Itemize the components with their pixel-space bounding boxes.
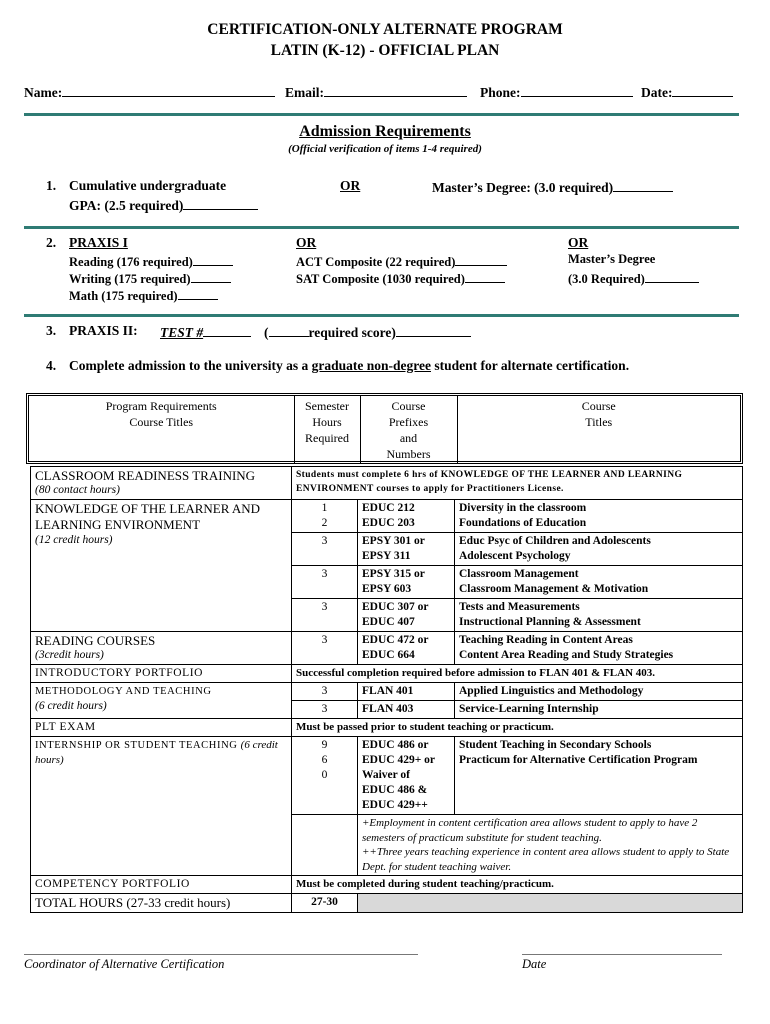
divider-1 [24, 113, 739, 116]
item2-math: Math (175 required) [69, 286, 218, 304]
internship-spacer [292, 815, 358, 876]
item2-reading: Reading (176 required) [69, 252, 233, 270]
email-label: Email: [285, 85, 324, 100]
reading-cell [31, 632, 292, 665]
coordinator-label: Coordinator of Alternative Certification [24, 957, 225, 971]
total-fill [358, 894, 743, 913]
item2-masters-a: Master’s Degree [568, 252, 656, 266]
plt-note: Must be passed prior to student teaching or practicum. [292, 719, 743, 737]
date-sig-label: Date [522, 957, 547, 971]
reading-prefix: EDUC 472 or EDUC 664 [358, 632, 455, 665]
gpa-blank[interactable] [183, 196, 258, 210]
item3-score: ( required score) [264, 323, 471, 341]
knowledge-hours-3: 3 [292, 566, 358, 599]
plt-exam: PLT EXAM [31, 719, 292, 737]
admission-heading: Admission Requirements [299, 123, 471, 140]
divider-3 [24, 314, 739, 317]
internship-course: Student Teaching in Secondary Schools Practicum for Alternative Certification Program [455, 737, 743, 815]
methodology-prefix-2: FLAN 403 [358, 701, 455, 719]
methodology-cell [31, 683, 292, 719]
name-label: Name: [24, 85, 63, 100]
act-blank[interactable] [455, 252, 507, 266]
competency-note: Must be completed during student teaching/practicum. [292, 876, 743, 894]
item2-writing: Writing (175 required) [69, 269, 231, 287]
name-field[interactable] [24, 83, 275, 101]
knowledge-hours-4: 3 [292, 599, 358, 632]
email-field[interactable] [285, 83, 467, 101]
item4-text: Complete admission to the university as a graduate non-degree student for alternate certification. [69, 358, 630, 373]
sat-blank[interactable] [465, 269, 505, 283]
item1-masters: Master’s Degree: (3.0 required) [432, 178, 673, 196]
email-blank[interactable] [324, 83, 467, 97]
internship-hours: 9 6 0 [292, 737, 358, 815]
knowledge-hours-2: 3 [292, 533, 358, 566]
footnote-1: +Employment in content certification area allows student to apply to have 2 semesters of practicum substitute for student teaching. [362, 817, 698, 844]
reading-course: Teaching Reading in Content Areas Content Area Reading and Study Strategies [455, 632, 743, 665]
name-blank[interactable] [62, 83, 275, 97]
date-field[interactable] [641, 83, 733, 101]
knowledge-prefix-4: EDUC 307 or EDUC 407 [358, 599, 455, 632]
test-blank[interactable] [203, 323, 251, 337]
internship-title: INTERNSHIP OR STUDENT TEACHING (6 credit hours) [35, 739, 278, 766]
methodology-title-1: Applied Linguistics and Methodology [455, 683, 743, 701]
reading-hours: 3 [292, 632, 358, 665]
footnote-2: ++Three years teaching experience in content area allows student to apply to State Dept. for student teaching waiver. [362, 846, 730, 873]
date-signature-line[interactable] [522, 954, 722, 955]
date-label: Date: [641, 85, 673, 100]
knowledge-title-4: Tests and Measurements Instructional Planning & Assessment [455, 599, 743, 632]
knowledge-prefix-2: EPSY 301 or EPSY 311 [358, 533, 455, 566]
methodology-hours-1: 3 [292, 683, 358, 701]
item3-number: 3. [46, 323, 57, 338]
score-blank-2[interactable] [396, 323, 471, 337]
classroom-readiness-cell [31, 467, 292, 500]
classroom-title: CLASSROOM READINESS TRAINING [35, 468, 256, 483]
knowledge-hours-1: 1 2 [292, 500, 358, 533]
date-blank[interactable] [672, 83, 733, 97]
header-semester-hours: Semester Hours Required [294, 396, 360, 464]
intro-portfolio: INTRODUCTORY PORTFOLIO [31, 665, 292, 683]
internship-cell [31, 737, 292, 876]
header-program-requirements: Program Requirements Course Titles [29, 396, 294, 464]
knowledge-sub: (12 credit hours) [35, 534, 113, 546]
methodology-title: METHODOLOGY AND TEACHING [35, 686, 212, 697]
item2-or-2: OR [568, 235, 589, 250]
methodology-sub: (6 credit hours) [35, 700, 107, 712]
knowledge-cell [31, 500, 292, 632]
methodology-title-2: Service-Learning Internship [455, 701, 743, 719]
knowledge-prefix-3: EPSY 315 or EPSY 603 [358, 566, 455, 599]
knowledge-title-3: Classroom Management Classroom Management & Motivation [455, 566, 743, 599]
reading-sub: (3credit hours) [35, 649, 104, 661]
classroom-note: Students must complete 6 hrs of KNOWLEDGE OF THE LEARNER AND LEARNING ENVIRONMENT courses to apply for Practitioners License. [292, 467, 743, 500]
item1-gpa: GPA: (2.5 required) [69, 196, 258, 214]
divider-2 [24, 226, 739, 229]
math-blank[interactable] [178, 286, 218, 300]
header-course-prefixes: Course Prefixes and Numbers [360, 396, 457, 464]
total-label: TOTAL HOURS (27-33 credit hours) [31, 894, 292, 913]
item3-test: TEST # [160, 323, 251, 341]
item1-or: OR [340, 178, 361, 193]
intro-note: Successful completion required before admission to FLAN 401 & FLAN 403. [292, 665, 743, 683]
writing-blank[interactable] [191, 269, 231, 283]
score-blank[interactable] [269, 323, 309, 337]
knowledge-title: KNOWLEDGE OF THE LEARNER AND LEARNING ENVIRONMENT [35, 501, 261, 532]
item2-or-1: OR [296, 235, 317, 250]
item4-number: 4. [46, 358, 57, 373]
header-course-titles: Course Titles [457, 396, 740, 464]
item2-sat: SAT Composite (1030 required) [296, 269, 505, 287]
item1-number: 1. [46, 178, 57, 193]
phone-field[interactable] [480, 83, 633, 101]
item2-act: ACT Composite (22 required) [296, 252, 507, 270]
page-title-line2: LATIN (K-12) - OFFICIAL PLAN [270, 42, 500, 59]
requirements-table [30, 466, 743, 913]
item2-number: 2. [46, 235, 57, 250]
knowledge-prefix-1: EDUC 212 EDUC 203 [358, 500, 455, 533]
item2-praxis: PRAXIS I [69, 235, 128, 250]
reading-title: READING COURSES [35, 633, 156, 648]
knowledge-title-2: Educ Psyc of Children and Adolescents Adolescent Psychology [455, 533, 743, 566]
internship-prefix: EDUC 486 or EDUC 429+ or Waiver of EDUC 486 & EDUC 429++ [358, 737, 455, 815]
item3-label: PRAXIS II: [69, 323, 138, 338]
methodology-prefix-1: FLAN 401 [358, 683, 455, 701]
requirements-header [26, 393, 743, 464]
knowledge-title-1: Diversity in the classroom Foundations of Education [455, 500, 743, 533]
coordinator-signature-line[interactable] [24, 954, 418, 955]
masters-blank[interactable] [613, 178, 673, 192]
item2-masters-b: (3.0 Required) [568, 269, 699, 287]
admission-subheading: (Official verification of items 1-4 required) [288, 143, 482, 155]
phone-label: Phone: [480, 85, 521, 100]
methodology-hours-2: 3 [292, 701, 358, 719]
reading-blank[interactable] [193, 252, 233, 266]
item1-text-a: Cumulative undergraduate [69, 178, 227, 193]
internship-footnotes [358, 815, 743, 876]
phone-blank[interactable] [521, 83, 633, 97]
classroom-sub: (80 contact hours) [35, 484, 120, 496]
total-value: 27-30 [292, 894, 358, 913]
page-title-line1: CERTIFICATION-ONLY ALTERNATE PROGRAM [207, 21, 563, 38]
masters2-blank[interactable] [645, 269, 699, 283]
competency-portfolio: COMPETENCY PORTFOLIO [31, 876, 292, 894]
